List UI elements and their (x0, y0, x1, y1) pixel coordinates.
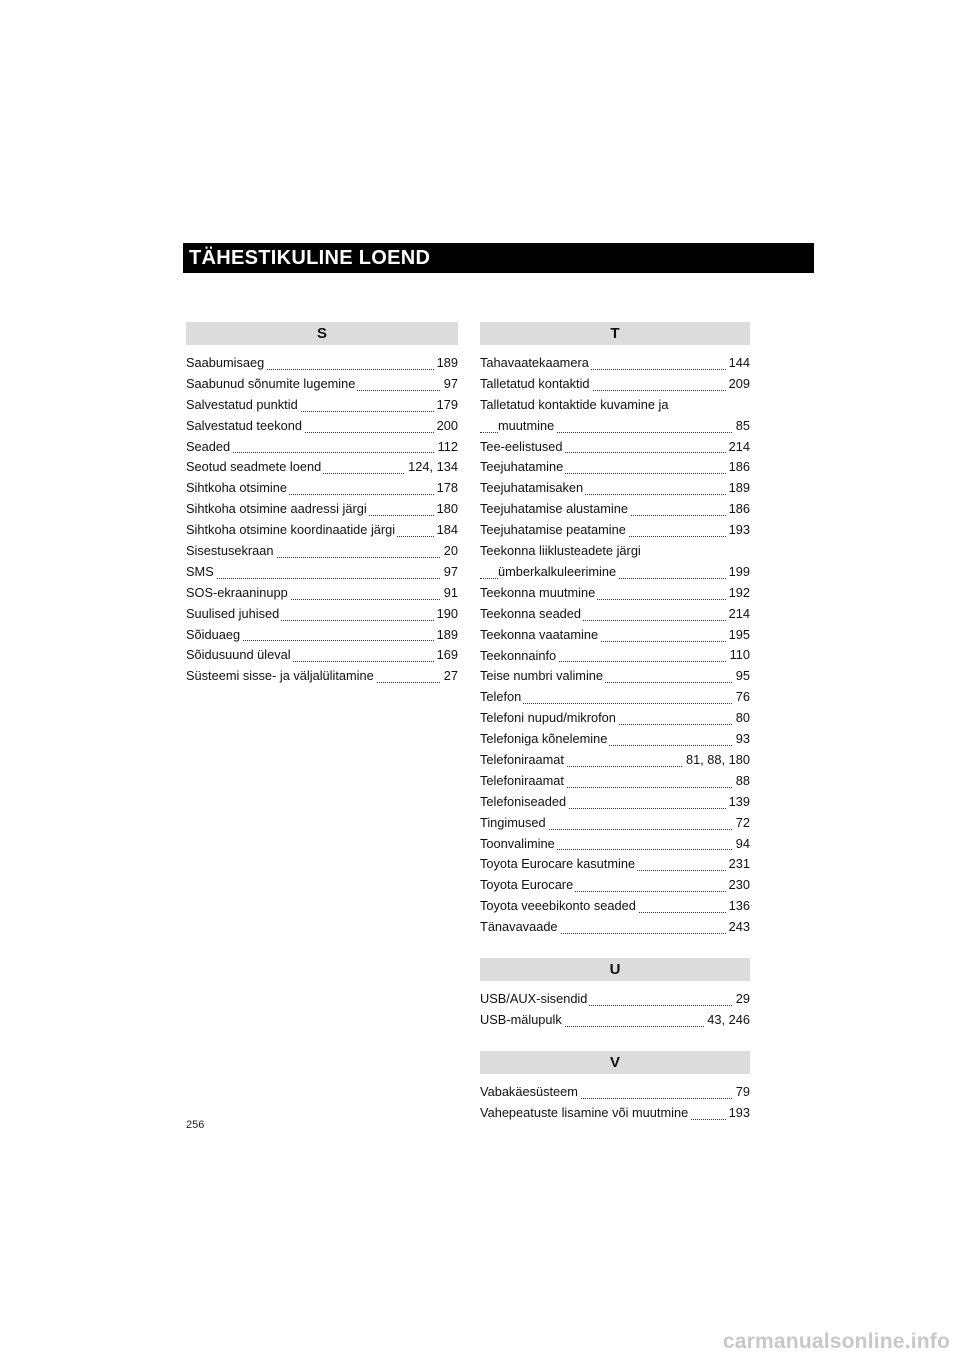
index-entry (480, 541, 750, 583)
index-term-continuation: ümberkalkuleerimine (498, 563, 617, 579)
index-page-ref: 189 (434, 353, 458, 374)
index-page-ref: 85 (733, 416, 750, 437)
page-number: 256 (186, 1119, 205, 1131)
index-term: Seotud seadmete loend (186, 459, 322, 475)
index-page-ref: 184 (434, 520, 458, 541)
index-term: Tänavavaade (480, 919, 558, 935)
index-term: Talletatud kontaktide kuvamine ja (480, 396, 669, 412)
index-page-ref: 178 (434, 478, 458, 499)
index-entry (480, 917, 750, 938)
index-term: Toyota veeebikonto seaded (480, 898, 636, 914)
index-term: Sihtkoha otsimine koordinaatide järgi (186, 522, 396, 538)
index-term: Telefoniraamat (480, 751, 564, 767)
index-page-ref: 43, 246 (704, 1010, 750, 1031)
index-page-ref: 93 (733, 729, 750, 750)
section-letter-heading: U (480, 958, 750, 981)
index-page-ref: 79 (733, 1082, 750, 1103)
index-entry (480, 353, 750, 374)
index-page-ref: 189 (434, 625, 458, 646)
index-entry (186, 457, 458, 478)
index-page-ref: 199 (726, 562, 750, 583)
index-page-ref: 214 (726, 604, 750, 625)
index-entry (480, 437, 750, 458)
index-entry (186, 604, 458, 625)
index-page-ref: 195 (726, 625, 750, 646)
index-page-ref: 97 (441, 374, 458, 395)
section-letter-heading: S (186, 322, 458, 345)
index-page-ref: 186 (726, 499, 750, 520)
index-term: Toonvalimine (480, 835, 555, 851)
footer-watermark-url: carmanualsonline.info (722, 1330, 950, 1353)
index-page-ref: 186 (726, 457, 750, 478)
index-term: Teejuhatamisaken (480, 480, 584, 496)
index-entry (480, 646, 750, 667)
index-entry (480, 875, 750, 896)
index-entry (480, 792, 750, 813)
index-page-ref: 88 (733, 771, 750, 792)
index-page-ref: 97 (441, 562, 458, 583)
index-term: Salvestatud punktid (186, 396, 298, 412)
index-entry (186, 416, 458, 437)
index-page-ref: 144 (726, 353, 750, 374)
index-term: Teejuhatamise peatamine (480, 522, 626, 538)
index-page-ref: 124, 134 (405, 457, 458, 478)
index-term: Seaded (186, 438, 231, 454)
index-entry (480, 625, 750, 646)
index-page-ref: 136 (726, 896, 750, 917)
index-entry (186, 395, 458, 416)
index-entry (186, 645, 458, 666)
index-term: SOS-ekraaninupp (186, 584, 288, 600)
index-term-continuation: muutmine (498, 417, 555, 433)
index-entry (186, 666, 458, 687)
index-page-ref: 76 (733, 687, 750, 708)
index-term: Telefoniseaded (480, 793, 567, 809)
index-entry (186, 353, 458, 374)
index-term: Suulised juhised (186, 605, 280, 621)
index-term: Sihtkoha otsimine (186, 480, 288, 496)
index-term: Vabakäesüsteem (480, 1083, 578, 1099)
index-page-ref: 80 (733, 708, 750, 729)
index-page-ref: 110 (727, 646, 750, 667)
index-term: Sisestusekraan (186, 543, 274, 559)
index-entry (480, 499, 750, 520)
index-entry (186, 520, 458, 541)
index-header (183, 243, 814, 273)
index-entry (480, 771, 750, 792)
index-page-ref: 91 (441, 583, 458, 604)
index-entry (186, 374, 458, 395)
index-entry (480, 1103, 750, 1124)
section-letter-heading: V (480, 1051, 750, 1074)
index-term: Teekonnainfo (480, 647, 557, 663)
index-page-ref: 230 (726, 875, 750, 896)
index-entry (480, 457, 750, 478)
index-term: Telefon (480, 689, 522, 705)
index-page-ref: 231 (726, 854, 750, 875)
index-term: Talletatud kontaktid (480, 375, 590, 391)
index-term: Saabumisaeg (186, 355, 265, 370)
index-entry (480, 834, 750, 855)
index-entry (480, 896, 750, 917)
index-page-ref: 214 (726, 437, 750, 458)
index-term: Toyota Eurocare kasutmine (480, 856, 636, 872)
index-term: Süsteemi sisse- ja väljalülitamine (186, 668, 374, 684)
index-term: Toyota Eurocare (480, 877, 574, 893)
index-entry (480, 854, 750, 875)
index-term: Salvestatud teekond (186, 417, 302, 433)
index-term: USB/AUX-sisendid (480, 990, 588, 1006)
index-page-ref: 27 (441, 666, 458, 687)
index-entry (186, 541, 458, 562)
index-term: Sõiduaeg (186, 626, 241, 642)
index-entry (480, 666, 750, 687)
index-term: Teekonna muutmine (480, 584, 596, 600)
index-term: USB-mälupulk (480, 1011, 562, 1027)
index-entry (480, 989, 750, 1010)
index-entry (186, 562, 458, 583)
index-page-ref: 169 (434, 645, 458, 666)
index-term: Tee-eelistused (480, 438, 563, 454)
index-page-ref: 179 (434, 395, 458, 416)
index-term: Teekonna liiklusteadete järgi (480, 543, 641, 559)
index-entry (186, 625, 458, 646)
index-page-ref: 189 (726, 478, 750, 499)
index-term: Saabunud sõnumite lugemine (186, 375, 356, 391)
index-entry (186, 478, 458, 499)
section-t (480, 322, 750, 938)
index-term: Sõidusuund üleval (186, 647, 291, 663)
index-page-ref: 81, 88, 180 (683, 750, 750, 771)
index-term: Sihtkoha otsimine aadressi järgi (186, 501, 367, 517)
index-term: Teekonna vaatamine (480, 626, 599, 642)
index-page-ref: 190 (434, 604, 458, 625)
index-page-ref: 95 (733, 666, 750, 687)
index-page-ref: 193 (726, 520, 750, 541)
index-term: Teejuhatamise alustamine (480, 501, 628, 517)
right-column (480, 322, 750, 1144)
index-page-ref: 20 (441, 541, 458, 562)
index-page-ref: 72 (733, 813, 750, 834)
index-page-ref: 193 (726, 1103, 750, 1124)
index-page-ref: 209 (726, 374, 750, 395)
index-page-ref: 112 (435, 437, 458, 458)
index-page-ref: 94 (733, 834, 750, 855)
index-page-ref: 180 (434, 499, 458, 520)
index-term: Vahepeatuste lisamine või muutmine (480, 1104, 689, 1120)
index-entry (186, 583, 458, 604)
index-entry (480, 374, 750, 395)
index-entry (480, 1082, 750, 1103)
index-entry (480, 520, 750, 541)
page-title: TÄHESTIKULINE LOEND (189, 247, 431, 269)
index-entry (480, 687, 750, 708)
index-entry (480, 813, 750, 834)
index-entry (480, 604, 750, 625)
index-entry (480, 729, 750, 750)
dot-leader (186, 578, 458, 579)
index-page-ref: 200 (434, 416, 458, 437)
index-page-ref: 243 (726, 917, 750, 938)
section-v (480, 1051, 750, 1124)
index-entry (186, 437, 458, 458)
index-page-ref: 29 (733, 989, 750, 1010)
index-term: Tingimused (480, 814, 546, 830)
section-letter-heading: T (480, 322, 750, 345)
index-entry (480, 395, 750, 437)
index-entry (480, 583, 750, 604)
index-entry (480, 1010, 750, 1031)
index-term: Teise numbri valimine (480, 668, 604, 684)
index-term: Telefoniga kõnelemine (480, 731, 608, 747)
index-term: SMS (186, 563, 214, 579)
index-page-ref: 192 (726, 583, 750, 604)
index-term: Teejuhatamine (480, 459, 564, 475)
index-entry (480, 750, 750, 771)
index-entry (480, 708, 750, 729)
index-term: Teekonna seaded (480, 605, 582, 621)
index-term: Tahavaatekaamera (480, 355, 589, 370)
index-entry (480, 478, 750, 499)
index-page-ref: 139 (726, 792, 750, 813)
section-s (186, 322, 458, 687)
section-u (480, 958, 750, 1031)
index-entry (186, 499, 458, 520)
index-term: Telefoniraamat (480, 772, 564, 788)
index-term: Telefoni nupud/mikrofon (480, 710, 616, 726)
left-column (186, 322, 458, 707)
